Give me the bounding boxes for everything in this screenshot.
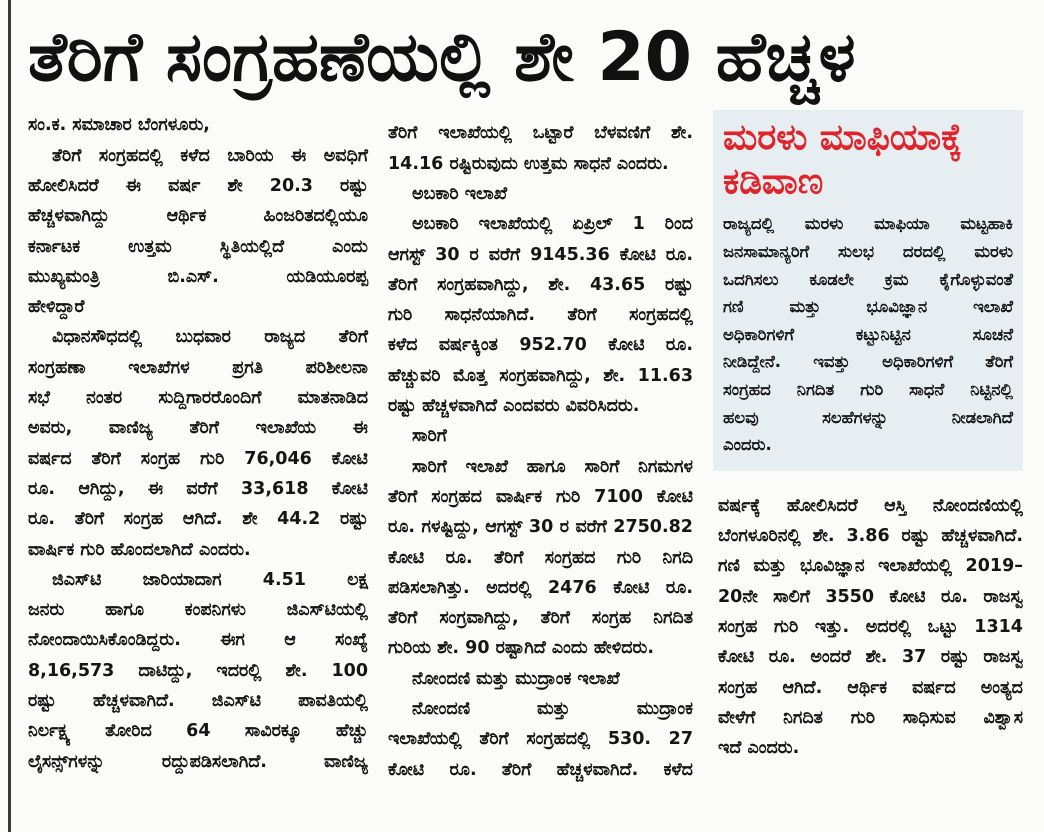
text-line: ಹೆಚ್ಚಳವಾಗಿದ್ದು ಆರ್ಥಿಕ ಹಿಂಜರಿತದಲ್ಲಿಯೂ bbox=[28, 206, 368, 227]
article-column-1 bbox=[28, 110, 368, 777]
text-line: ಹೋಲಿಸಿದರೆ ಈ ವರ್ಷ ಶೇ 20.3 ರಷ್ಟು bbox=[28, 175, 368, 196]
text-line: ಸಾರಿಗೆ ಇಲಾಖೆ ಹಾಗೂ ಸಾರಿಗೆ ನಿಗಮಗಳ bbox=[412, 456, 693, 477]
sidebar-box-sand-mafia bbox=[713, 110, 1023, 470]
text-line: ತೆರಿಗೆ ಸಂಗ್ರಹದ ವಾರ್ಷಿಕ ಗುರಿ 7100 ಕೋಟಿ bbox=[388, 486, 693, 507]
text-line: ತೆರಿಗೆ ಇಲಾಖೆಯಲ್ಲಿ ಒಟ್ಟಾರೆ ಬೆಳವಣಿಗೆ ಶೇ. bbox=[388, 123, 693, 144]
sidebar-text-line: ಗಣಿ ಮತ್ತು ಭೂವಿಜ್ಞಾನ ಇಲಾಖೆ bbox=[723, 297, 1013, 317]
sidebar-title-line-2: ಕಡಿವಾಣ bbox=[723, 161, 824, 203]
text-line: ಕೋಟಿ ರೂ. ತೆರಿಗೆ ಸಂಗ್ರಹದ ಗುರಿ ನಿಗದಿ bbox=[388, 547, 693, 568]
text-line: ವಾರ್ಷಿಕ ಗುರಿ ಹೊಂದಲಾಗಿದೆ ಎಂದರು. bbox=[28, 539, 251, 560]
text-line: ವರ್ಷದ ತೆರಿಗೆ ಸಂಗ್ರಹ ಗುರಿ 76,046 ಕೋಟಿ bbox=[28, 448, 368, 469]
text-line: ಸಂ.ಕ. ಸಮಾಚಾರ ಬೆಂಗಳೂರು, bbox=[28, 115, 210, 136]
text-line: ರೂ. ತೆರಿಗೆ ಸಂಗ್ರಹ ಆಗಿದೆ. ಶೇ 44.2 ರಷ್ಟು bbox=[28, 509, 368, 530]
article-column-2 bbox=[388, 110, 693, 785]
text-line: ಕಳೆದ ವರ್ಷಕ್ಕಿಂತ 952.70 ಕೋಟಿ ರೂ. bbox=[388, 335, 693, 356]
text-line: 20ನೇ ಸಾಲಿಗೆ 3550 ಕೋಟಿ ರೂ. ರಾಜಸ್ವ bbox=[718, 586, 1023, 607]
text-line: ಗಣಿ ಮತ್ತು ಭೂವಿಜ್ಞಾನ ಇಲಾಖೆಯಲ್ಲಿ 2019– bbox=[718, 556, 1023, 577]
sidebar-text-line: ಜನಸಾಮಾನ್ಯರಿಗೆ ಸುಲಭ ದರದಲ್ಲಿ ಮರಳು bbox=[723, 241, 1013, 261]
text-line: ಸಂಗ್ರಹಣಾ ಇಲಾಖೆಗಳ ಪ್ರಗತಿ ಪರಿಶೀಲನಾ bbox=[28, 357, 368, 378]
page-edge-rule bbox=[8, 0, 11, 832]
text-line: ನೋಂದಣಿ ಮತ್ತು ಮುದ್ರಾಂಕ ಇಲಾಖೆ bbox=[412, 668, 620, 689]
text-line: ಇದೆ ಎಂದರು. bbox=[718, 738, 800, 759]
text-line: ಅಬಕಾರಿ ಇಲಾಖೆ bbox=[412, 183, 508, 204]
sidebar-text-line: ಎಂದರು. bbox=[723, 435, 772, 455]
text-line: ವರ್ಷಕ್ಕೆ ಹೋಲಿಸಿದರೆ ಆಸ್ತಿ ನೋಂದಣಿಯಲ್ಲಿ bbox=[718, 495, 1023, 516]
text-line: 14.16 ರಷ್ಟಿರುವುದು ಉತ್ತಮ ಸಾಧನೆ ಎಂದರು. bbox=[388, 153, 669, 174]
text-line: ಜಿಎಸ್‌ಟಿ ಜಾರಿಯಾದಾಗ 4.51 ಲಕ್ಷ bbox=[52, 569, 368, 590]
text-line: ಇಲಾಖೆಯಲ್ಲಿ ತೆರಿಗೆ ಸಂಗ್ರಹದಲ್ಲಿ 530. 27 bbox=[388, 729, 693, 750]
text-line: ರಷ್ಟು ಹೆಚ್ಚಳವಾಗಿದೆ. ಜಿಎಸ್‌ಟಿ ಪಾವತಿಯಲ್ಲಿ bbox=[28, 691, 368, 712]
text-line: ತೆರಿಗೆ ಸಂಗ್ರಹವಾಗಿದ್ದು, ಶೇ. 43.65 ರಷ್ಟು bbox=[388, 274, 693, 295]
text-line: ಸಂಗ್ರಹ ಗುರಿ ಇತ್ತು. ಅದರಲ್ಲಿ ಒಟ್ಟು 1314 bbox=[718, 616, 1023, 637]
sidebar-text-line: ರಾಜ್ಯದಲ್ಲಿ ಮರಳು ಮಾಫಿಯಾ ಮಟ್ಟಹಾಕಿ bbox=[723, 214, 1013, 234]
text-line: ಗುರಿಯ ಶೇ. 90 ರಷ್ಟಾಗಿದೆ ಎಂದು ಹೇಳಿದರು. bbox=[388, 638, 655, 659]
text-line: ಸಭೆ ನಂತರ ಸುದ್ದಿಗಾರರೊಂದಿಗೆ ಮಾತನಾಡಿದ bbox=[28, 388, 368, 409]
text-line: ಅವರು, ವಾಣಿಜ್ಯ ತೆರಿಗೆ ಇಲಾಖೆಯ ಈ bbox=[28, 418, 368, 439]
article-columns bbox=[28, 110, 1028, 785]
right-column bbox=[713, 110, 1023, 763]
text-line: ವಿಧಾನಸೌಧದಲ್ಲಿ ಬುಧವಾರ ರಾಜ್ಯದ ತೆರಿಗೆ bbox=[52, 327, 368, 348]
text-line: ನೋಂದಣಿ ಮತ್ತು ಮುದ್ರಾಂಕ bbox=[412, 699, 693, 720]
sidebar-box-title bbox=[723, 116, 1013, 204]
text-line: ಆಗಸ್ಟ್ 30 ರ ವರೆಗೆ 9145.36 ಕೋಟಿ ರೂ. bbox=[388, 244, 693, 265]
text-line: ಹೇಳಿದ್ದಾರೆ bbox=[28, 297, 85, 318]
text-line: ನೋಂದಾಯಿಸಿಕೊಂಡಿದ್ದರು. ಈಗ ಆ ಸಂಖ್ಯೆ bbox=[28, 630, 368, 651]
text-line: ವೇಳೆಗೆ ನಿಗದಿತ ಗುರಿ ಸಾಧಿಸುವ ವಿಶ್ವಾಸ bbox=[718, 707, 1023, 728]
text-line: ರಷ್ಟು ಹೆಚ್ಚಳವಾಗಿದೆ ಎಂದವರು ವಿವರಿಸಿದರು. bbox=[388, 396, 640, 417]
sidebar-title-line-1: ಮರಳು ಮಾಫಿಯಾಕ್ಕೆ bbox=[723, 117, 963, 159]
text-line: ಅಬಕಾರಿ ಇಲಾಖೆಯಲ್ಲಿ ಏಪ್ರಿಲ್ 1 ರಿಂದ bbox=[412, 214, 693, 235]
text-line: ಕರ್ನಾಟಕ ಉತ್ತಮ ಸ್ಥಿತಿಯಲ್ಲಿದೆ ಎಂದು bbox=[28, 236, 368, 257]
text-line: ಕೋಟಿ ರೂ. ಅಂದರೆ ಶೇ. 37 ರಷ್ಟು ರಾಜಸ್ವ bbox=[718, 647, 1023, 668]
text-line: ಜನರು ಹಾಗೂ ಕಂಪನಿಗಳು ಜಿಎಸ್‌ಟಿಯಲ್ಲಿ bbox=[28, 600, 368, 621]
text-line: ರೂ. ಗಳಷ್ಟಿದ್ದು, ಆಗಸ್ಟ್ 30 ರ ವರೆಗೆ 2750.82 bbox=[388, 517, 693, 538]
text-line: ನಿರ್ಲಕ್ಷ್ಯ ತೋರಿದ 64 ಸಾವಿರಕ್ಕೂ ಹೆಚ್ಚು bbox=[28, 721, 368, 742]
sidebar-text-line: ನೀಡಿದ್ದೇನೆ. ಇವತ್ತು ಅಧಿಕಾರಿಗಳಿಗೆ ತೆರಿಗೆ bbox=[723, 352, 1013, 372]
text-line: ತೆರಿಗೆ ಸಂಗ್ರವಾಗಿದ್ದು, ತೆರಿಗೆ ಸಂಗ್ರಹ ನಿಗದಿತ bbox=[388, 608, 693, 629]
sidebar-text-line: ಅಧಿಕಾರಿಗಳಿಗೆ ಕಟ್ಟುನಿಟ್ಟಿನ ಸೂಚನೆ bbox=[723, 324, 1013, 344]
sidebar-text-line: ಸಂಗ್ರಹದ ನಿಗದಿತ ಗುರಿ ಸಾಧನೆ ನಿಟ್ಟಿನಲ್ಲಿ bbox=[723, 379, 1013, 399]
text-line: ಪಡಿಸಲಾಗಿತ್ತು. ಅದರಲ್ಲಿ 2476 ಕೋಟಿ ರೂ. bbox=[388, 577, 693, 598]
text-line: 8,16,573 ದಾಟಿದ್ದು, ಇದರಲ್ಲಿ ಶೇ. 100 bbox=[28, 660, 368, 681]
sidebar-text-line: ಹಲವು ಸಲಹೆಗಳನ್ನು ನೀಡಲಾಗಿದೆ bbox=[723, 407, 1013, 427]
sidebar-text-line: ಒದಗಿಸಲು ಕೂಡಲೇ ಕ್ರಮ ಕೈಗೊಳ್ಳುವಂತೆ bbox=[723, 269, 1013, 289]
text-line: ಕೋಟಿ ರೂ. ತೆರಿಗೆ ಹೆಚ್ಚಳವಾಗಿದೆ. ಕಳೆದ bbox=[388, 759, 693, 780]
text-line: ಬೆಂಗಳೂರಿನಲ್ಲಿ ಶೇ. 3.86 ರಷ್ಟು ಹೆಚ್ಚಳವಾಗಿದೆ. bbox=[718, 526, 1023, 547]
text-line: ಗುರಿ ಸಾಧನೆಯಾಗಿದೆ. ತೆರಿಗೆ ಸಂಗ್ರಹದಲ್ಲಿ bbox=[388, 305, 693, 326]
text-line: ಹೆಚ್ಚುವರಿ ಮೊತ್ತ ಸಂಗ್ರಹವಾಗಿದ್ದು, ಶೇ. 11.63 bbox=[388, 365, 693, 386]
text-line: ತೆರಿಗೆ ಸಂಗ್ರಹದಲ್ಲಿ ಕಳೆದ ಬಾರಿಯ ಈ ಅವಧಿಗೆ bbox=[52, 145, 368, 166]
article-column-3 bbox=[713, 491, 1023, 764]
text-line: ಸಂಗ್ರಹ ಆಗಿದೆ. ಆರ್ಥಿಕ ವರ್ಷದ ಅಂತ್ಯದ bbox=[718, 677, 1023, 698]
text-line: ರೂ. ಆಗಿದ್ದು, ಈ ವರೆಗೆ 33,618 ಕೋಟಿ bbox=[28, 478, 368, 499]
sidebar-box-body bbox=[723, 210, 1013, 458]
text-line: ಮುಖ್ಯಮಂತ್ರಿ ಬಿ.ಎಸ್. ಯಡಿಯೂರಪ್ಪ bbox=[28, 266, 368, 287]
text-line: ಲೈಸನ್ಸ್‌ಗಳನ್ನು ರದ್ದುಪಡಿಸಲಾಗಿದೆ. ವಾಣಿಜ್ಯ bbox=[28, 751, 368, 772]
text-line: ಸಾರಿಗೆ bbox=[412, 426, 447, 447]
headline: ತೆರಿಗೆ ಸಂಗ್ರಹಣೆಯಲ್ಲಿ ಶೇ 20 ಹೆಚ್ಚಳ bbox=[28, 18, 856, 97]
